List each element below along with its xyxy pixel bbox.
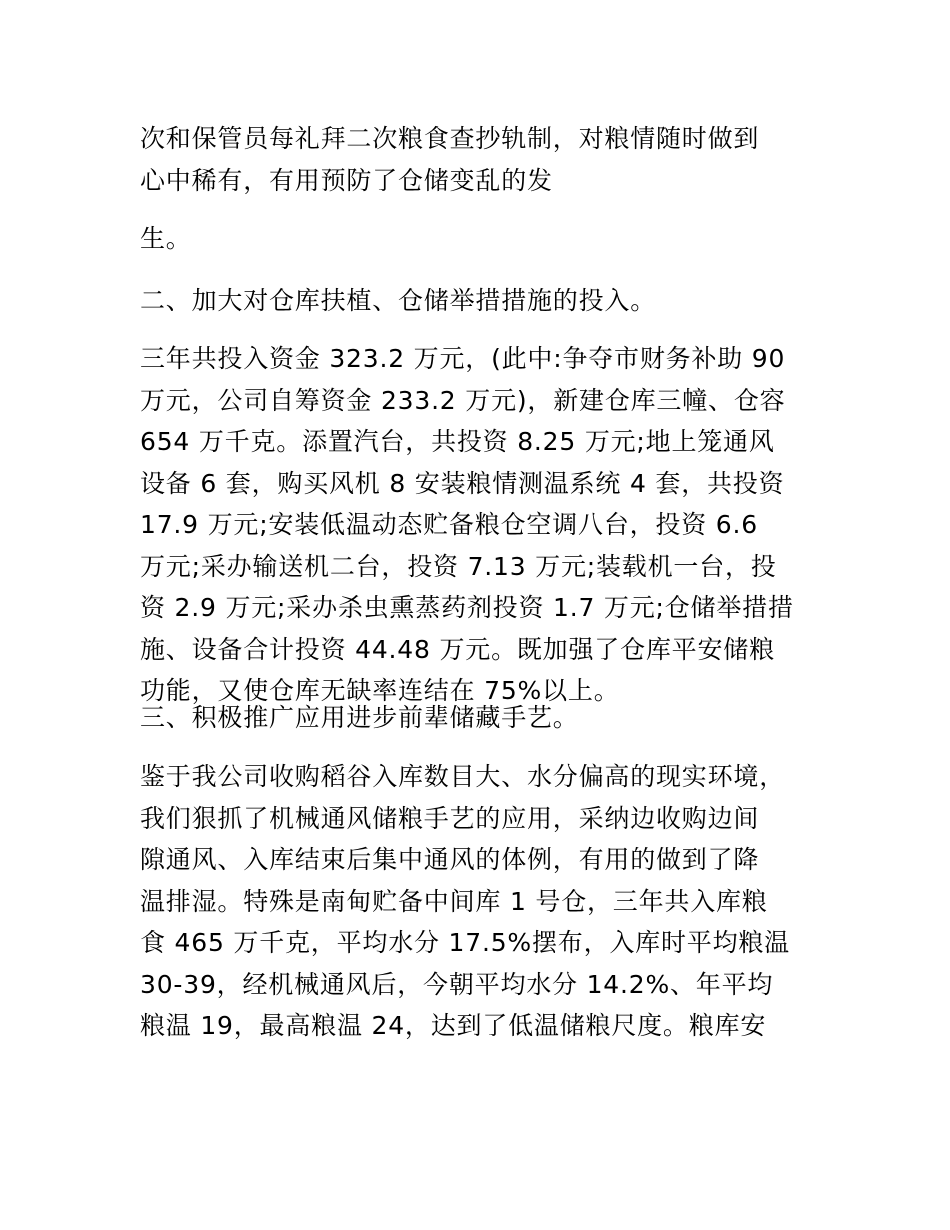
section-heading-investment: 二、加大对仓库扶植、仓储举措措施的投入。 <box>140 286 657 315</box>
section-heading-storage-technology: 三、积极推广应用进步前辈储藏手艺。 <box>140 703 579 732</box>
paragraph-investment-details: 三年共投入资金 323.2 万元，(此中:争夺市财务补助 90 万元，公司自筹资金 233.2 万元)，新建仓库三幢、仓容 654 万千克。添置汽台，共投资 8.25 万元;地上笼通风 设备 6 套，购买风机 8 安装粮情测温系统 4 套，共投资 17.9 万元;安装低温动态贮备粮仓空调八台，投资 6.6 万元;采办输送机二台，投资 7.13 万元;装载机一台，投 资 2.9 万元;采办杀虫熏蒸药剂投资 1.7 万元;仓储举措措 施、设备合计投资 44.48 万元。既加强了仓库平安储粮 功能，又使仓库无缺率连结在 75%以上。 <box>140 344 794 705</box>
paragraph-ventilation-details: 鉴于我公司收购稻谷入库数目大、水分偏高的现实环境， 我们狠抓了机械通风储粮手艺的应用，采纳边收购边间 隙通风、入库结束后集中通风的体例，有用的做到了降 温排湿。特殊是南甸贮备中间库 1 号仓，三年共入库粮 食 465 万千克，平均水分 17.5%摆布，入库时平均粮温 30-39，经机械通风后，今朝平均水分 14.2%、年平均 粮温 19，最高粮温 24，达到了低温储粮尺度。粮库安 <box>140 762 790 1040</box>
paragraph-inspection-system: 次和保管员每礼拜二次粮食查抄轨制，对粮情随时做到 心中稀有，有用预防了仓储变乱的发 <box>140 124 760 195</box>
paragraph-continuation: 生。 <box>140 224 192 253</box>
